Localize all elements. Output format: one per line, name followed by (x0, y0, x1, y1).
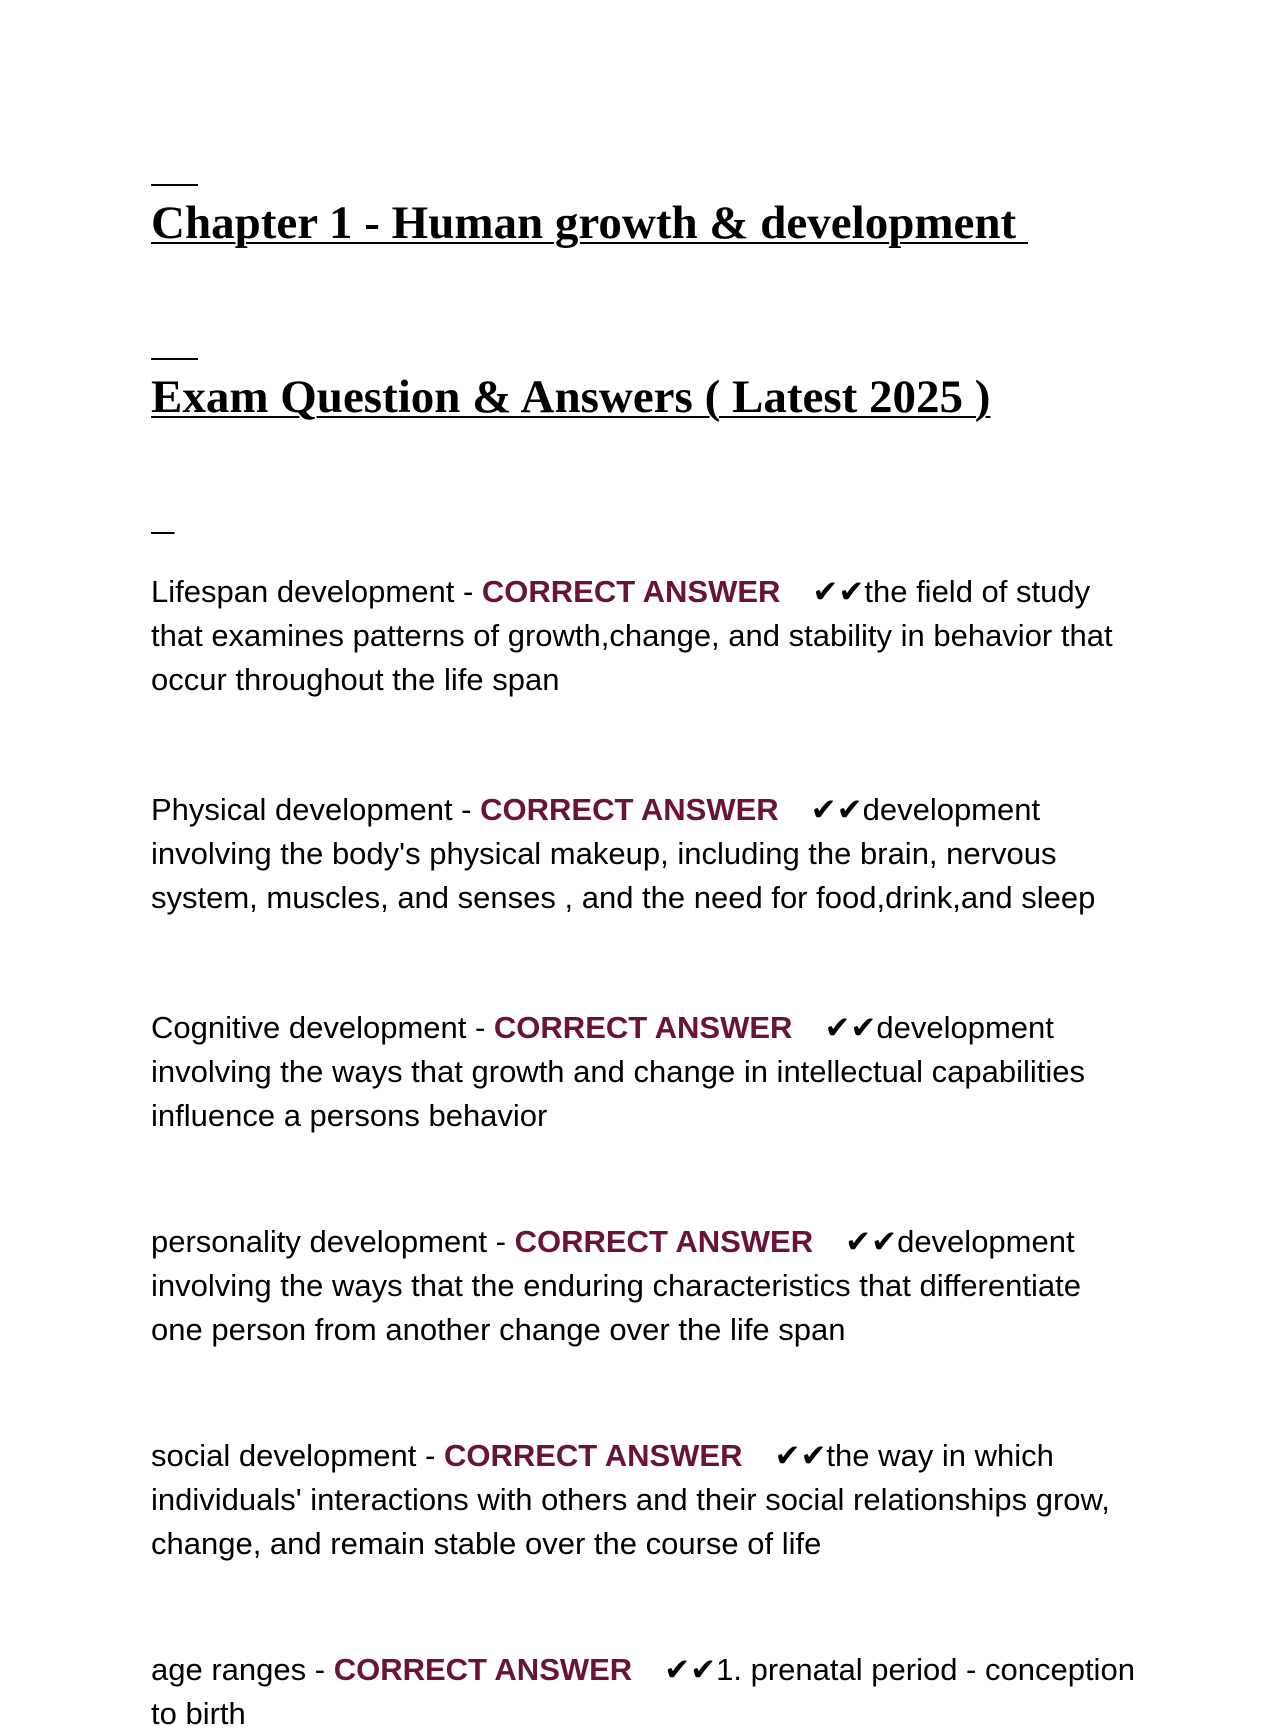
double-check-icon: ✔✔ (664, 1652, 717, 1687)
qa-entry-cognitive (151, 1006, 1141, 1138)
correct-answer-label: CORRECT ANSWER (480, 792, 779, 827)
qa-definition: development involving the ways that growth and change in intellectual capabilities influence a persons behavior (151, 1010, 1086, 1133)
entry-gap (151, 1352, 1141, 1434)
qa-definition: development involving the body's physical makeup, including the brain, nervous system, muscles, and senses , and the need for food,drink,and sleep (151, 792, 1096, 915)
qa-term: Physical development (151, 792, 453, 827)
double-check-icon: ✔✔ (845, 1224, 898, 1259)
correct-answer-label: CORRECT ANSWER (443, 1438, 743, 1473)
double-check-icon: ✔✔ (812, 574, 865, 609)
title-line-1: Chapter 1 - Human growth & development (151, 197, 1028, 249)
qa-definition: 1. prenatal period - conception to birth (151, 1652, 1135, 1731)
correct-answer-label: CORRECT ANSWER (481, 574, 781, 609)
entry-gap (151, 1566, 1141, 1648)
qa-entry-social (151, 1434, 1141, 1566)
correct-answer-label: CORRECT ANSWER (333, 1652, 633, 1687)
qa-definition: the field of study that examines patterns of growth,change, and stability in behavior that occur throughout the life span (151, 574, 1113, 697)
qa-definition: the way in which individuals' interactions with others and their social relationships grow, change, and remain stable over the course of life (151, 1438, 1110, 1561)
double-check-icon: ✔✔ (774, 1438, 827, 1473)
entry-gap (151, 1138, 1141, 1220)
document-title (151, 78, 1141, 542)
qa-separator: - (416, 1438, 444, 1473)
qa-separator: - (306, 1652, 334, 1687)
qa-term: social development (151, 1438, 417, 1473)
correct-answer-label: CORRECT ANSWER (493, 1010, 793, 1045)
qa-separator: - (487, 1224, 515, 1259)
double-check-icon: ✔✔ (810, 792, 863, 827)
qa-definition: development involving the ways that the enduring characteristics that differentiate one person from another change over the life span (151, 1224, 1081, 1347)
qa-separator: - (466, 1010, 494, 1045)
title-line-2: Exam Question & Answers ( Latest 2025 ) (151, 371, 991, 423)
qa-term: personality development (151, 1224, 488, 1259)
qa-entry-personality (151, 1220, 1141, 1352)
entry-gap (151, 702, 1141, 788)
document-page (151, 78, 1141, 1736)
qa-entry-physical (151, 788, 1141, 920)
qa-term: age ranges (151, 1652, 307, 1687)
qa-separator: - (454, 574, 482, 609)
qa-term: Lifespan development (151, 574, 455, 609)
double-check-icon: ✔✔ (824, 1010, 877, 1045)
correct-answer-label: CORRECT ANSWER (514, 1224, 814, 1259)
qa-separator: - (452, 792, 481, 827)
qa-term: Cognitive development (151, 1010, 467, 1045)
qa-entry-age-ranges (151, 1648, 1141, 1736)
entry-gap (151, 920, 1141, 1006)
qa-entry-lifespan (151, 570, 1141, 702)
